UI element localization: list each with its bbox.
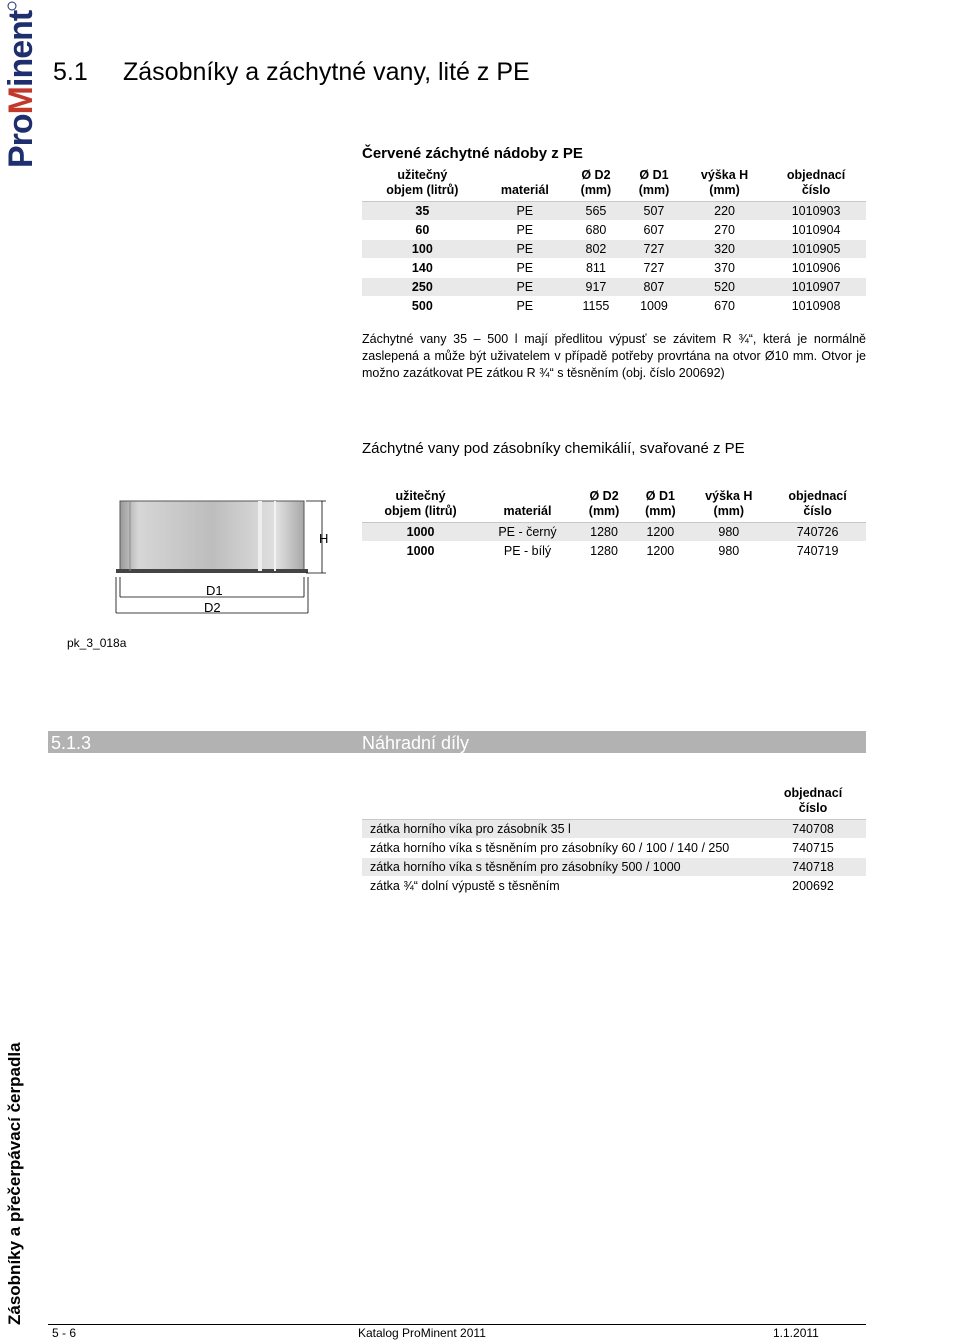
table-cell: 1010904 (766, 221, 866, 240)
figure-id: pk_3_018a (67, 636, 127, 650)
table-row (362, 877, 866, 896)
column-header: objednací číslo (769, 489, 866, 523)
table-cell: 740726 (769, 523, 866, 542)
part-order-number: 740708 (760, 820, 866, 839)
subsection-number: 5.1.3 (51, 733, 92, 753)
table-cell: 1280 (576, 542, 632, 561)
prominent-logo-graphic (2, 0, 40, 172)
table-cell: 1009 (625, 297, 683, 316)
column-header: výška H (mm) (683, 168, 766, 202)
table-cell: 500 (362, 297, 483, 316)
welded-tubs-table (362, 489, 866, 561)
table-cell: 370 (683, 259, 766, 278)
table-row (362, 240, 866, 259)
table-row (362, 221, 866, 240)
column-header: Ø D2 (mm) (576, 489, 632, 523)
table-cell: 1200 (632, 523, 688, 542)
table-cell: 1010903 (766, 202, 866, 221)
red-tanks-table (362, 168, 866, 316)
column-header: Ø D2 (mm) (567, 168, 625, 202)
svg-text:ProMinent: ProMinent (2, 10, 40, 168)
table-header-row (362, 786, 866, 820)
section-number: 5.1 (53, 58, 88, 86)
footer-date: 1.1.2011 (773, 1326, 819, 1340)
footer-catalog: Katalog ProMinent 2011 (358, 1326, 486, 1340)
table-cell: PE (483, 221, 567, 240)
section-title: Zásobníky a záchytné vany, lité z PE (123, 58, 530, 86)
label-d1: D1 (206, 583, 223, 598)
label-h: H (319, 531, 329, 546)
column-header: objednací číslo (766, 168, 866, 202)
table-cell: 1010907 (766, 278, 866, 297)
label-d2: D2 (204, 600, 221, 615)
drain-note: Záchytné vany 35 ‒ 500 l mají předlitou výpusť se závitem R ¾“, která je normálně zaslepená a může být uživatelem v případě potřeby provrtána na otvor Ø10 mm. Otvor je možno zazátkovat PE zátkou R ¾“ s těsněním (obj. číslo 200692) (362, 332, 866, 380)
table-cell: PE - černý (479, 523, 576, 542)
column-header: užitečný objem (litrů) (362, 168, 483, 202)
table-cell: 565 (567, 202, 625, 221)
table-row (362, 542, 866, 561)
table-row (362, 259, 866, 278)
table-cell: 1280 (576, 523, 632, 542)
part-description: zátka ¾“ dolní výpustě s těsněním (362, 877, 760, 896)
table-cell: 100 (362, 240, 483, 259)
column-header: výška H (mm) (688, 489, 769, 523)
table-row (362, 858, 866, 877)
table-row (362, 820, 866, 839)
spare-parts-table (362, 786, 866, 896)
table2-title: Záchytné vany pod zásobníky chemikálií, svařované z PE (362, 440, 745, 457)
table-cell: PE (483, 202, 567, 221)
table-cell: 1000 (362, 523, 479, 542)
subsection-header (48, 731, 866, 753)
table-cell: 917 (567, 278, 625, 297)
table-cell: 320 (683, 240, 766, 259)
table-cell: 727 (625, 240, 683, 259)
table-cell: 980 (688, 542, 769, 561)
table1-title: Červené záchytné nádoby z PE (362, 145, 583, 162)
table-cell: 250 (362, 278, 483, 297)
footer-page: 5 - 6 (52, 1326, 77, 1340)
table-row (362, 297, 866, 316)
table-cell: 35 (362, 202, 483, 221)
table-cell: 220 (683, 202, 766, 221)
column-header: Ø D1 (mm) (632, 489, 688, 523)
table-header-row (362, 168, 866, 202)
table-row (362, 278, 866, 297)
tub-drawing (110, 493, 340, 623)
table-cell: 670 (683, 297, 766, 316)
table-cell: 980 (688, 523, 769, 542)
col-order-number: objednací číslo (760, 786, 866, 820)
table-cell: PE (483, 297, 567, 316)
table-cell: 811 (567, 259, 625, 278)
tub-base (116, 569, 308, 573)
part-description: zátka horního víka pro zásobník 35 l (362, 820, 760, 839)
side-chapter-label: Zásobníky a přečerpávací čerpadla (5, 1042, 24, 1325)
table-cell: 270 (683, 221, 766, 240)
column-header: materiál (483, 168, 567, 202)
table-cell: 1200 (632, 542, 688, 561)
subsection-title: Náhradní díly (362, 733, 470, 753)
table-cell: PE - bílý (479, 542, 576, 561)
prominent-logo (2, 0, 40, 172)
table-cell: 802 (567, 240, 625, 259)
table-cell: 680 (567, 221, 625, 240)
table-cell: 1010908 (766, 297, 866, 316)
table-cell: 1155 (567, 297, 625, 316)
tub-drawing-svg (110, 493, 340, 623)
part-order-number: 740715 (760, 839, 866, 858)
column-header: užitečný objem (litrů) (362, 489, 479, 523)
table-cell: 1000 (362, 542, 479, 561)
column-header: materiál (479, 489, 576, 523)
table-cell: 740719 (769, 542, 866, 561)
column-header: Ø D1 (mm) (625, 168, 683, 202)
table-cell: 520 (683, 278, 766, 297)
tub-body (120, 501, 304, 571)
part-description: zátka horního víka s těsněním pro zásobníky 60 / 100 / 140 / 250 (362, 839, 760, 858)
table-cell: 607 (625, 221, 683, 240)
table-cell: 1010905 (766, 240, 866, 259)
page-title (53, 58, 530, 87)
table-row (362, 523, 866, 542)
table-cell: 807 (625, 278, 683, 297)
table-cell: 1010906 (766, 259, 866, 278)
table-cell: 140 (362, 259, 483, 278)
table-header-row (362, 489, 866, 523)
table-cell: 507 (625, 202, 683, 221)
footer-divider (48, 1324, 866, 1325)
part-order-number: 740718 (760, 858, 866, 877)
table-cell: 60 (362, 221, 483, 240)
table-row (362, 839, 866, 858)
table-cell: 727 (625, 259, 683, 278)
part-order-number: 200692 (760, 877, 866, 896)
table-cell: PE (483, 240, 567, 259)
table-row (362, 202, 866, 221)
table-cell: PE (483, 278, 567, 297)
table-cell: PE (483, 259, 567, 278)
part-description: zátka horního víka s těsněním pro zásobníky 500 / 1000 (362, 858, 760, 877)
